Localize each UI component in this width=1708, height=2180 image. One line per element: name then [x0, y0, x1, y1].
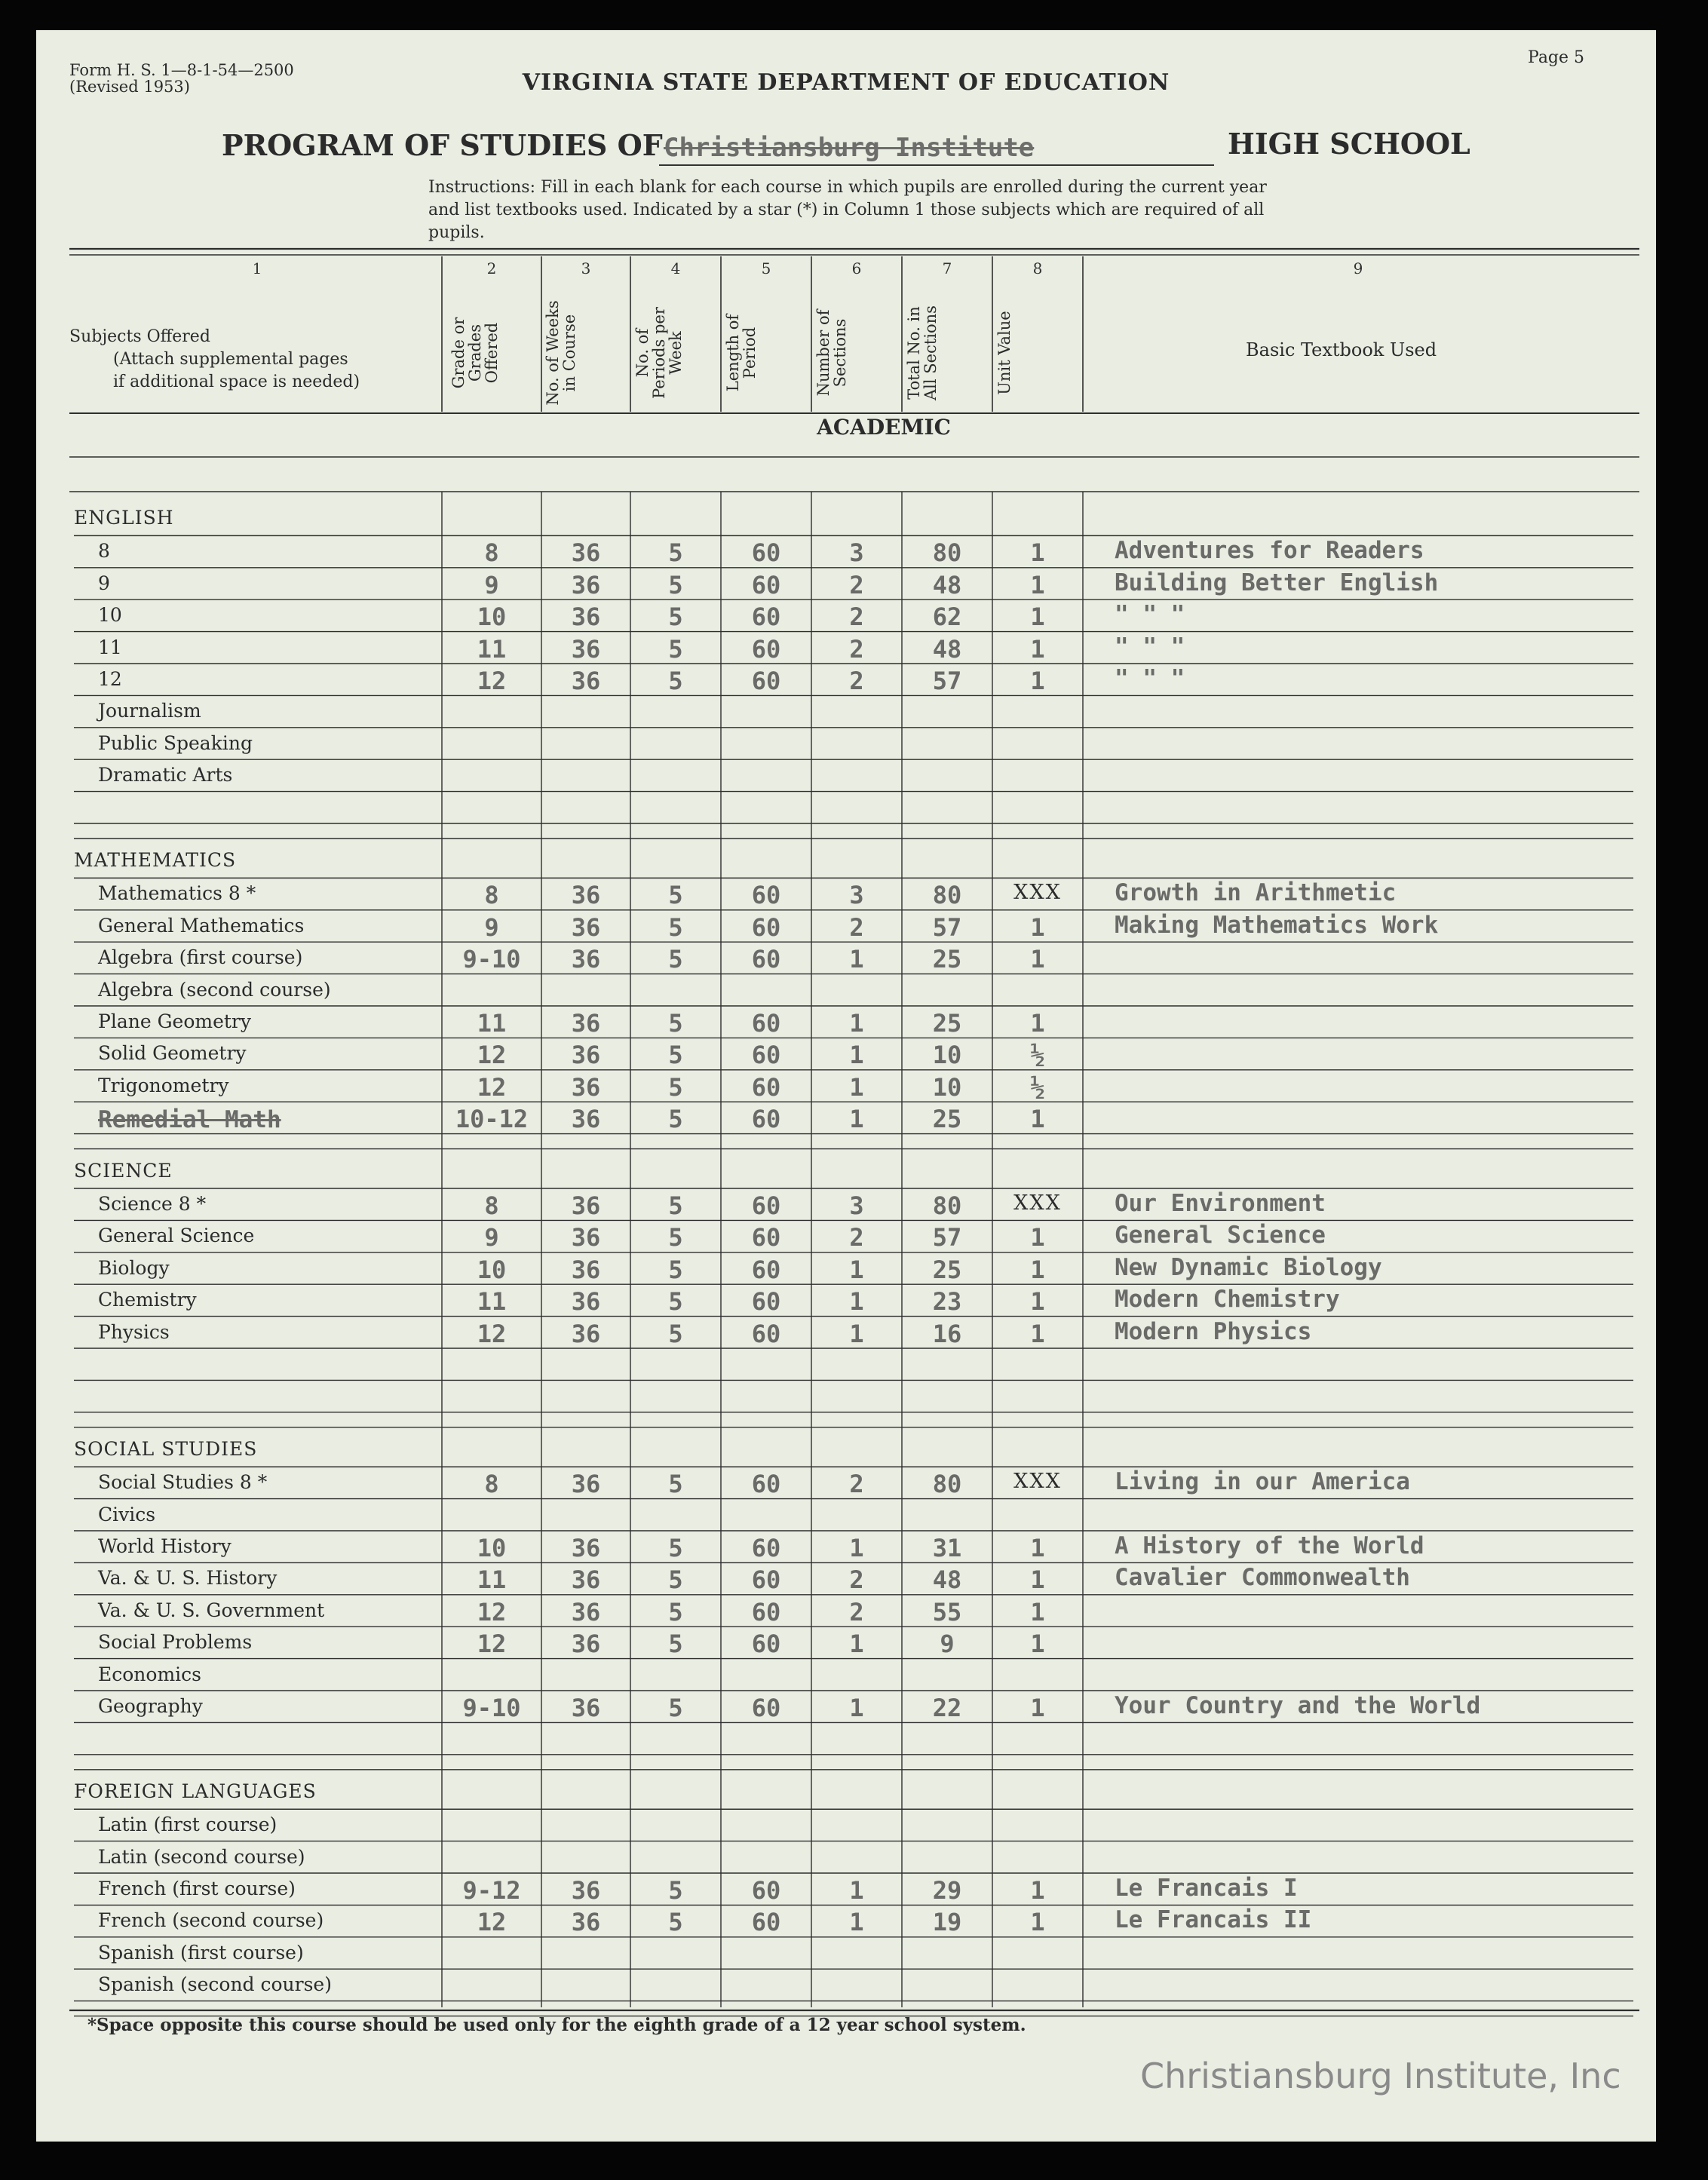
cell-weeks: 36	[571, 881, 601, 910]
cell-length: 60	[751, 1534, 781, 1562]
cell-length: 60	[751, 1597, 781, 1627]
column-heading-length: Length of Period	[724, 314, 759, 392]
cell-total: 16	[932, 1319, 962, 1348]
cell-periods: 5	[668, 602, 683, 632]
cell-periods: 5	[668, 912, 683, 942]
cell-unit: 1	[1030, 1009, 1045, 1038]
cell-grade: 12	[477, 1908, 507, 1937]
subject-label: Spanish (first course)	[98, 1941, 304, 1964]
cell-periods: 5	[668, 1565, 683, 1595]
cell-total: 10	[932, 1041, 962, 1070]
watermark: Christiansburg Institute, Inc	[1140, 2056, 1621, 2096]
cell-grade: 10-12	[455, 1105, 529, 1134]
cell-weeks: 36	[571, 1565, 601, 1595]
subject-label: Mathematics 8 *	[98, 882, 256, 905]
section-heading: SCIENCE	[74, 1159, 173, 1182]
subjects-offered-heading	[69, 326, 360, 394]
textbook-entry: Adventures for Readers	[1115, 537, 1424, 565]
textbook-entry: Cavalier Commonwealth	[1115, 1564, 1410, 1592]
cell-weeks: 36	[571, 1255, 601, 1284]
cell-grade: 11	[477, 1287, 507, 1317]
cell-unit: 1	[1030, 538, 1045, 568]
cell-length: 60	[751, 1223, 781, 1253]
cell-weeks: 36	[571, 945, 601, 974]
cell-total: 57	[932, 667, 962, 695]
column-number: 3	[581, 259, 591, 277]
cell-weeks: 36	[571, 1319, 601, 1348]
cell-weeks: 36	[571, 1534, 601, 1562]
textbook-entry: Le Francais II	[1115, 1906, 1312, 1934]
cell-total: 55	[932, 1597, 962, 1627]
cell-unit: 1	[1030, 1630, 1045, 1659]
cell-grade: 8	[484, 881, 499, 910]
cell-weeks: 36	[571, 1105, 601, 1134]
cell-grade: 11	[477, 634, 507, 664]
textbook-entry: Modern Chemistry	[1115, 1286, 1340, 1314]
cell-sections: 1	[849, 1876, 864, 1905]
cell-weeks: 36	[571, 634, 601, 664]
column-number: 6	[851, 259, 862, 277]
col1-heading-line2: (Attach supplemental pages	[113, 350, 348, 369]
cell-grade: 10	[477, 602, 507, 632]
cell-unit: XXX	[1013, 881, 1062, 905]
cell-unit: XXX	[1013, 1470, 1062, 1494]
column-heading-sections: Number of Sections	[814, 309, 849, 397]
section-heading: MATHEMATICS	[74, 849, 237, 871]
program-label: PROGRAM OF STUDIES OF	[222, 128, 663, 162]
cell-total: 80	[932, 1470, 962, 1499]
section-heading: SOCIAL STUDIES	[74, 1437, 258, 1460]
cell-weeks: 36	[571, 602, 601, 632]
cell-total: 48	[932, 1565, 962, 1595]
section-heading: ENGLISH	[74, 507, 174, 529]
cell-total: 23	[932, 1287, 962, 1317]
column-heading-unit: Unit Value	[995, 311, 1013, 395]
cell-grade: 12	[477, 1041, 507, 1070]
subject-label: Va. & U. S. Government	[98, 1599, 325, 1621]
cell-length: 60	[751, 1319, 781, 1348]
form-page	[36, 30, 1656, 2142]
cell-sections: 2	[849, 1597, 864, 1627]
cell-grade: 9	[484, 912, 499, 942]
cell-sections: 1	[849, 1630, 864, 1659]
cell-periods: 5	[668, 1255, 683, 1284]
cell-weeks: 36	[571, 1876, 601, 1905]
cell-grade: 8	[484, 1191, 499, 1220]
column-number: 4	[670, 259, 681, 277]
cell-sections: 2	[849, 602, 864, 632]
cell-length: 60	[751, 634, 781, 664]
cell-total: 80	[932, 1191, 962, 1220]
column-heading-grade: Grade or Grades Offered	[449, 317, 501, 389]
cell-sections: 1	[849, 1072, 864, 1102]
cell-sections: 1	[849, 1009, 864, 1038]
cell-weeks: 36	[571, 1191, 601, 1220]
cell-periods: 5	[668, 1287, 683, 1317]
cell-weeks: 36	[571, 538, 601, 568]
cell-periods: 5	[668, 1319, 683, 1348]
cell-grade: 10	[477, 1255, 507, 1284]
cell-length: 60	[751, 1041, 781, 1070]
cell-total: 25	[932, 1255, 962, 1284]
cell-sections: 2	[849, 912, 864, 942]
cell-sections: 1	[849, 1908, 864, 1937]
academic-heading: ACADEMIC	[817, 415, 951, 440]
col1-heading-line1: Subjects Offered	[69, 327, 210, 346]
cell-sections: 1	[849, 1255, 864, 1284]
subject-label: Science 8 *	[98, 1193, 207, 1215]
cell-grade: 9-12	[462, 1876, 521, 1905]
cell-length: 60	[751, 1470, 781, 1499]
subject-label: 12	[98, 668, 122, 690]
cell-grade: 8	[484, 538, 499, 568]
cell-unit: 1	[1030, 1223, 1045, 1253]
cell-weeks: 36	[571, 1908, 601, 1937]
subject-label: Trigonometry	[98, 1074, 229, 1096]
cell-sections: 2	[849, 570, 864, 599]
cell-length: 60	[751, 1255, 781, 1284]
cell-sections: 3	[849, 1191, 864, 1220]
subject-label: General Mathematics	[98, 914, 305, 937]
subject-label: Latin (second course)	[98, 1845, 305, 1868]
cell-length: 60	[751, 1009, 781, 1038]
subject-label: Civics	[98, 1503, 156, 1525]
cell-length: 60	[751, 602, 781, 632]
school-name: Christiansburg Institute	[664, 133, 1035, 163]
subject-label: Physics	[98, 1320, 170, 1343]
cell-grade: 9-10	[462, 1694, 521, 1722]
form-number-line1: Form H. S. 1—8-1-54—2500	[69, 61, 294, 79]
cell-unit: 1	[1030, 1255, 1045, 1284]
cell-grade: 11	[477, 1009, 507, 1038]
instructions: Instructions: Fill in each blank for each course in which pupils are enrolled during the current year and list textbooks used. Indicated by a star (*) in Column 1 those subjects which are required of all pupils.	[428, 178, 1267, 242]
textbook-entry: Le Francais I	[1115, 1875, 1298, 1902]
cell-weeks: 36	[571, 667, 601, 695]
cell-total: 25	[932, 945, 962, 974]
cell-total: 19	[932, 1908, 962, 1937]
subject-label: Chemistry	[98, 1289, 197, 1311]
cell-total: 10	[932, 1072, 962, 1102]
cell-weeks: 36	[571, 1630, 601, 1659]
cell-periods: 5	[668, 1630, 683, 1659]
cell-weeks: 36	[571, 912, 601, 942]
cell-total: 57	[932, 1223, 962, 1253]
cell-total: 9	[940, 1630, 955, 1659]
cell-sections: 3	[849, 881, 864, 910]
subject-label: Social Problems	[98, 1631, 253, 1654]
subject-label: Biology	[98, 1256, 170, 1279]
column-number: 2	[486, 259, 497, 277]
cell-total: 62	[932, 602, 962, 632]
cell-length: 60	[751, 1565, 781, 1595]
textbook-entry: " " "	[1115, 665, 1185, 692]
cell-sections: 2	[849, 667, 864, 695]
cell-grade: 12	[477, 1630, 507, 1659]
textbook-heading: Basic Textbook Used	[1246, 339, 1437, 360]
textbook-entry: Growth in Arithmetic	[1115, 879, 1397, 907]
subject-label: 8	[98, 540, 110, 563]
subject-label: French (first course)	[98, 1878, 296, 1899]
cell-grade: 12	[477, 667, 507, 695]
subject-label: Solid Geometry	[98, 1042, 247, 1065]
cell-total: 25	[932, 1105, 962, 1134]
cell-unit: 1	[1030, 1597, 1045, 1627]
cell-unit: 1	[1030, 1876, 1045, 1905]
textbook-entry: Your Country and the World	[1115, 1692, 1481, 1719]
cell-weeks: 36	[571, 1041, 601, 1070]
textbook-entry: General Science	[1115, 1222, 1326, 1249]
cell-total: 31	[932, 1534, 962, 1562]
cell-periods: 5	[668, 1908, 683, 1937]
cell-length: 60	[751, 1876, 781, 1905]
cell-unit: 1	[1030, 634, 1045, 664]
cell-periods: 5	[668, 1223, 683, 1253]
cell-weeks: 36	[571, 1072, 601, 1102]
cell-unit: 1	[1030, 912, 1045, 942]
page-number: Page 5	[1528, 48, 1585, 67]
subject-label: Geography	[98, 1695, 203, 1717]
cell-periods: 5	[668, 881, 683, 910]
subject-label: World History	[98, 1535, 232, 1557]
cell-total: 29	[932, 1876, 962, 1905]
cell-total: 57	[932, 912, 962, 942]
cell-unit: 1	[1030, 1319, 1045, 1348]
subject-label: French (second course)	[98, 1909, 324, 1932]
cell-length: 60	[751, 667, 781, 695]
cell-length: 60	[751, 881, 781, 910]
cell-periods: 5	[668, 1534, 683, 1562]
cell-grade: 10	[477, 1534, 507, 1562]
textbook-entry: Living in our America	[1115, 1468, 1410, 1496]
subject-label: 9	[98, 572, 110, 594]
cell-total: 80	[932, 881, 962, 910]
cell-unit: 1	[1030, 1287, 1045, 1317]
textbook-entry: Our Environment	[1115, 1190, 1326, 1217]
cell-length: 60	[751, 1072, 781, 1102]
subject-label: 11	[98, 636, 122, 658]
cell-weeks: 36	[571, 1597, 601, 1627]
cell-length: 60	[751, 912, 781, 942]
cell-grade: 12	[477, 1319, 507, 1348]
cell-unit: 1	[1030, 570, 1045, 599]
cell-unit: XXX	[1013, 1191, 1062, 1215]
cell-length: 60	[751, 945, 781, 974]
form-number-line2: (Revised 1953)	[69, 78, 190, 96]
textbook-entry: " " "	[1115, 633, 1185, 661]
cell-length: 60	[751, 1191, 781, 1220]
cell-grade: 11	[477, 1565, 507, 1595]
cell-periods: 5	[668, 1105, 683, 1134]
cell-periods: 5	[668, 1597, 683, 1627]
section-heading: FOREIGN LANGUAGES	[74, 1780, 317, 1802]
cell-unit: ½	[1030, 1072, 1045, 1102]
cell-unit: 1	[1030, 1105, 1045, 1134]
subject-label: Dramatic Arts	[98, 764, 233, 786]
subject-label: Public Speaking	[98, 731, 253, 754]
cell-unit: 1	[1030, 602, 1045, 632]
department-title: VIRGINIA STATE DEPARTMENT OF EDUCATION	[522, 69, 1170, 96]
cell-periods: 5	[668, 1009, 683, 1038]
col1-heading-line3: if additional space is needed)	[113, 373, 360, 391]
subject-label: 10	[98, 604, 122, 627]
cell-periods: 5	[668, 570, 683, 599]
cell-length: 60	[751, 1694, 781, 1722]
cell-unit: 1	[1030, 667, 1045, 695]
cell-length: 60	[751, 1287, 781, 1317]
cell-sections: 2	[849, 1470, 864, 1499]
column-heading-periods: No. of Periods per Week	[633, 307, 685, 399]
cell-periods: 5	[668, 538, 683, 568]
cell-grade: 9-10	[462, 945, 521, 974]
subject-label: Algebra (first course)	[98, 946, 303, 969]
cell-sections: 1	[849, 1694, 864, 1722]
cell-sections: 1	[849, 1041, 864, 1070]
textbook-entry: " " "	[1115, 601, 1185, 629]
cell-total: 25	[932, 1009, 962, 1038]
cell-length: 60	[751, 1630, 781, 1659]
cell-length: 60	[751, 570, 781, 599]
column-number: 7	[942, 259, 952, 277]
column-number: 9	[1353, 259, 1363, 277]
cell-unit: 1	[1030, 1694, 1045, 1722]
cell-weeks: 36	[571, 570, 601, 599]
cell-periods: 5	[668, 1191, 683, 1220]
cell-weeks: 36	[571, 1009, 601, 1038]
textbook-entry: New Dynamic Biology	[1115, 1253, 1382, 1281]
cell-grade: 9	[484, 1223, 499, 1253]
cell-weeks: 36	[571, 1470, 601, 1499]
cell-total: 48	[932, 570, 962, 599]
column-heading-weeks: No. of Weeks in Course	[544, 300, 578, 406]
cell-sections: 2	[849, 1565, 864, 1595]
cell-sections: 2	[849, 1223, 864, 1253]
cell-periods: 5	[668, 1470, 683, 1499]
cell-unit: 1	[1030, 1565, 1045, 1595]
column-heading-total: Total No. in All Sections	[905, 305, 940, 400]
cell-periods: 5	[668, 667, 683, 695]
cell-length: 60	[751, 1105, 781, 1134]
cell-unit: 1	[1030, 1908, 1045, 1937]
cell-sections: 2	[849, 634, 864, 664]
subject-label: Latin (first course)	[98, 1814, 278, 1836]
cell-grade: 8	[484, 1470, 499, 1499]
cell-unit: 1	[1030, 945, 1045, 974]
cell-total: 22	[932, 1694, 962, 1722]
cell-periods: 5	[668, 1072, 683, 1102]
subject-label: Social Studies 8 *	[98, 1471, 268, 1494]
cell-sections: 1	[849, 1105, 864, 1134]
cell-sections: 1	[849, 1287, 864, 1317]
subject-label: Journalism	[98, 700, 201, 722]
cell-total: 48	[932, 634, 962, 664]
subject-label: Plane Geometry	[98, 1010, 252, 1032]
textbook-entry: Making Mathematics Work	[1115, 911, 1439, 939]
footnote: *Space opposite this course should be used only for the eighth grade of a 12 year school system.	[87, 2015, 1026, 2035]
textbook-entry: Building Better English	[1115, 569, 1439, 596]
high-school-label: HIGH SCHOOL	[1228, 127, 1470, 161]
cell-weeks: 36	[571, 1223, 601, 1253]
subject-label: Spanish (second course)	[98, 1973, 332, 1996]
cell-grade: 12	[477, 1072, 507, 1102]
cell-length: 60	[751, 538, 781, 568]
textbook-entry: A History of the World	[1115, 1532, 1424, 1559]
cell-sections: 3	[849, 538, 864, 568]
subject-label: General Science	[98, 1225, 255, 1247]
column-number: 8	[1032, 259, 1043, 277]
cell-periods: 5	[668, 634, 683, 664]
subject-label: Va. & U. S. History	[98, 1567, 278, 1590]
cell-periods: 5	[668, 945, 683, 974]
cell-periods: 5	[668, 1876, 683, 1905]
cell-periods: 5	[668, 1694, 683, 1722]
column-number: 5	[761, 259, 771, 277]
subject-label: Algebra (second course)	[98, 978, 331, 1001]
cell-periods: 5	[668, 1041, 683, 1070]
column-number: 1	[252, 259, 262, 277]
cell-length: 60	[751, 1908, 781, 1937]
cell-sections: 1	[849, 1319, 864, 1348]
subject-label: Remedial Math	[98, 1106, 281, 1134]
textbook-entry: Modern Physics	[1115, 1317, 1312, 1345]
cell-grade: 9	[484, 570, 499, 599]
cell-total: 80	[932, 538, 962, 568]
cell-sections: 1	[849, 945, 864, 974]
cell-unit: 1	[1030, 1534, 1045, 1562]
cell-weeks: 36	[571, 1287, 601, 1317]
subject-label: Economics	[98, 1663, 201, 1685]
cell-grade: 12	[477, 1597, 507, 1627]
cell-weeks: 36	[571, 1694, 601, 1722]
cell-sections: 1	[849, 1534, 864, 1562]
cell-unit: ½	[1030, 1041, 1045, 1070]
